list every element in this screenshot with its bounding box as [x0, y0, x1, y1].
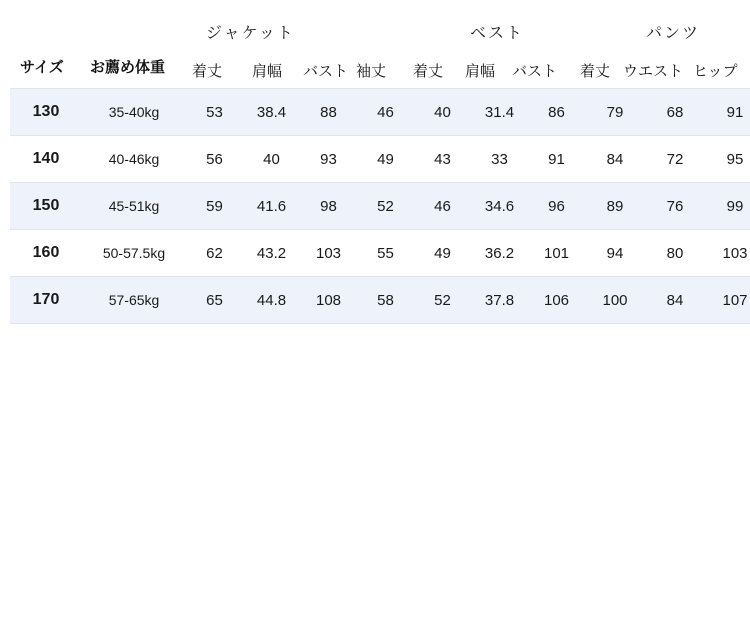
cell-vest-bust: 106 [528, 277, 585, 324]
column-header-row [0, 56, 750, 86]
header-vest-bust: バスト [512, 63, 558, 80]
cell-jacket-sleeve: 49 [357, 136, 414, 183]
cell-weight: 57-65kg [82, 277, 186, 324]
header-size: サイズ [20, 59, 64, 76]
cell-pants-hip: 91 [705, 89, 750, 136]
cell-vest-bust: 96 [528, 183, 585, 230]
cell-vest-length: 43 [414, 136, 471, 183]
cell-vest-length: 40 [414, 89, 471, 136]
table-row [10, 277, 750, 324]
table-row [10, 230, 750, 277]
cell-pants-waist: 84 [645, 277, 705, 324]
measurements-table [10, 88, 750, 324]
cell-jacket-length: 56 [186, 136, 243, 183]
cell-pants-waist: 72 [645, 136, 705, 183]
cell-pants-length: 89 [585, 183, 645, 230]
cell-pants-waist: 76 [645, 183, 705, 230]
cell-jacket-sleeve: 58 [357, 277, 414, 324]
header-jacket-sleeve: 袖丈 [356, 63, 387, 80]
cell-pants-hip: 99 [705, 183, 750, 230]
header-pants-length: 着丈 [580, 63, 611, 80]
cell-jacket-bust: 98 [300, 183, 357, 230]
cell-vest-shoulder: 37.8 [471, 277, 528, 324]
cell-pants-hip: 103 [705, 230, 750, 277]
cell-jacket-length: 62 [186, 230, 243, 277]
cell-jacket-length: 59 [186, 183, 243, 230]
cell-pants-length: 94 [585, 230, 645, 277]
group-label-pants: パンツ [646, 25, 701, 42]
cell-jacket-bust: 108 [300, 277, 357, 324]
group-label-vest: ベスト [470, 25, 525, 42]
header-jacket-shoulder: 肩幅 [252, 63, 283, 80]
cell-vest-bust: 91 [528, 136, 585, 183]
cell-jacket-bust: 93 [300, 136, 357, 183]
cell-size: 160 [10, 230, 82, 277]
cell-size: 130 [10, 89, 82, 136]
cell-size: 170 [10, 277, 82, 324]
cell-weight: 45-51kg [82, 183, 186, 230]
header-vest-shoulder: 肩幅 [465, 63, 496, 80]
cell-jacket-sleeve: 55 [357, 230, 414, 277]
cell-weight: 35-40kg [82, 89, 186, 136]
cell-jacket-bust: 88 [300, 89, 357, 136]
cell-vest-shoulder: 31.4 [471, 89, 528, 136]
cell-pants-waist: 80 [645, 230, 705, 277]
cell-pants-length: 100 [585, 277, 645, 324]
cell-weight: 50-57.5kg [82, 230, 186, 277]
header-jacket-bust: バスト [303, 63, 349, 80]
cell-vest-length: 52 [414, 277, 471, 324]
group-header-row [0, 20, 750, 46]
cell-weight: 40-46kg [82, 136, 186, 183]
cell-jacket-bust: 103 [300, 230, 357, 277]
cell-vest-bust: 86 [528, 89, 585, 136]
cell-vest-bust: 101 [528, 230, 585, 277]
cell-jacket-length: 53 [186, 89, 243, 136]
cell-size: 140 [10, 136, 82, 183]
cell-jacket-sleeve: 46 [357, 89, 414, 136]
group-label-jacket: ジャケット [206, 25, 295, 42]
cell-pants-hip: 95 [705, 136, 750, 183]
cell-vest-shoulder: 36.2 [471, 230, 528, 277]
cell-jacket-shoulder: 40 [243, 136, 300, 183]
header-weight: お薦め体重 [90, 59, 166, 76]
cell-jacket-shoulder: 44.8 [243, 277, 300, 324]
cell-vest-length: 46 [414, 183, 471, 230]
cell-jacket-shoulder: 38.4 [243, 89, 300, 136]
cell-vest-length: 49 [414, 230, 471, 277]
table-row [10, 183, 750, 230]
cell-jacket-shoulder: 41.6 [243, 183, 300, 230]
header-jacket-length: 着丈 [192, 63, 223, 80]
cell-vest-shoulder: 34.6 [471, 183, 528, 230]
table-row [10, 136, 750, 183]
cell-pants-waist: 68 [645, 89, 705, 136]
header-pants-hip: ヒップ [693, 63, 738, 80]
cell-pants-hip: 107 [705, 277, 750, 324]
cell-jacket-sleeve: 52 [357, 183, 414, 230]
cell-pants-length: 84 [585, 136, 645, 183]
cell-size: 150 [10, 183, 82, 230]
cell-pants-length: 79 [585, 89, 645, 136]
header-pants-waist: ウエスト [623, 63, 684, 80]
header-vest-length: 着丈 [413, 63, 444, 80]
cell-jacket-length: 65 [186, 277, 243, 324]
cell-vest-shoulder: 33 [471, 136, 528, 183]
table-row [10, 89, 750, 136]
cell-jacket-shoulder: 43.2 [243, 230, 300, 277]
